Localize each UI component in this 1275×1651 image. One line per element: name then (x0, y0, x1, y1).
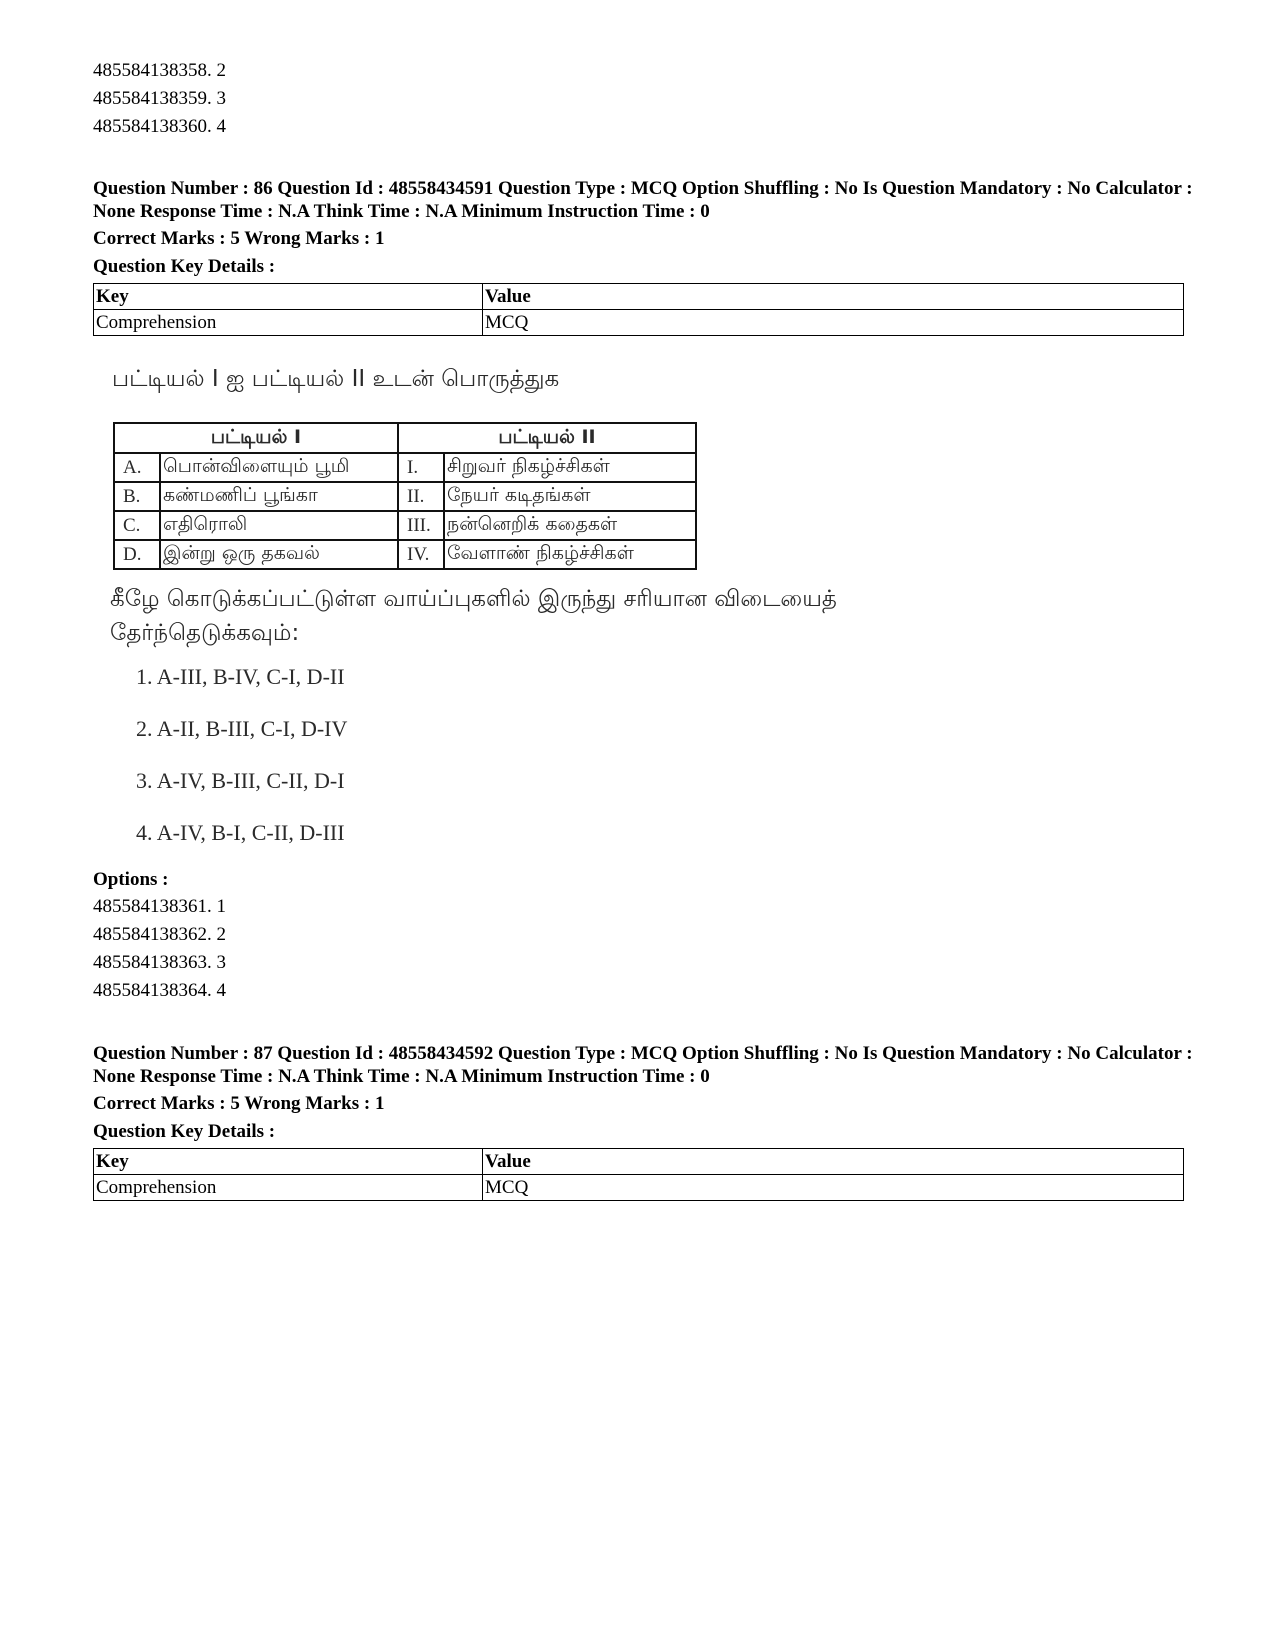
option-line: 485584138362. 2 (93, 924, 226, 945)
value-cell: MCQ (483, 310, 1184, 336)
row-label: C. (114, 511, 160, 540)
value-column-header: Value (483, 1149, 1184, 1175)
list-1-item: எதிரொலி (160, 511, 398, 540)
answer-choice: 2. A-II, B-III, C-I, D-IV (136, 716, 348, 741)
options-label: Options : (93, 869, 169, 890)
key-details-label: Question Key Details : (93, 256, 276, 277)
list-1-heading: பட்டியல் I (114, 423, 398, 453)
key-column-header: Key (94, 284, 483, 310)
list-2-item: சிறுவர் நிகழ்ச்சிகள் (444, 453, 696, 482)
row-label: IV. (398, 540, 444, 569)
key-details-table (93, 1148, 1184, 1201)
row-label: B. (114, 482, 160, 511)
option-line: 485584138358. 2 (93, 60, 226, 81)
answer-choice: 4. A-IV, B-I, C-II, D-III (136, 820, 345, 845)
row-label: III. (398, 511, 444, 540)
question-header: Question Number : 87 Question Id : 48558434592 Question Type : MCQ Option Shuffling : No Is Question Mandatory : No Calculator : None Response Time : N.A Think Time : N.A Minimum Instruction Time : 0 (93, 1043, 1193, 1087)
list-2-heading: பட்டியல் II (398, 423, 696, 453)
option-line: 485584138364. 4 (93, 980, 226, 1001)
key-details-label: Question Key Details : (93, 1121, 276, 1142)
value-cell: MCQ (483, 1175, 1184, 1201)
row-label: I. (398, 453, 444, 482)
list-1-item: இன்று ஒரு தகவல் (160, 540, 398, 569)
key-cell: Comprehension (94, 310, 483, 336)
marks-line: Correct Marks : 5 Wrong Marks : 1 (93, 228, 385, 249)
answer-choice: 1. A-III, B-IV, C-I, D-II (136, 664, 345, 689)
key-details-table (93, 283, 1184, 336)
question-prompt: கீழே கொடுக்கப்பட்டுள்ள வாய்ப்புகளில் இருந்து சரியான விடையைத் தேர்ந்தெடுக்கவும்: (110, 586, 837, 646)
marks-line: Correct Marks : 5 Wrong Marks : 1 (93, 1093, 385, 1114)
option-line: 485584138361. 1 (93, 896, 226, 917)
row-label: II. (398, 482, 444, 511)
row-label: D. (114, 540, 160, 569)
list-2-item: நன்னெறிக் கதைகள் (444, 511, 696, 540)
question-instruction: பட்டியல் I ஐ பட்டியல் II உடன் பொருத்துக (112, 366, 560, 392)
list-2-item: வேளாண் நிகழ்ச்சிகள் (444, 540, 696, 569)
list-2-item: நேயர் கடிதங்கள் (444, 482, 696, 511)
row-label: A. (114, 453, 160, 482)
option-line: 485584138360. 4 (93, 116, 226, 137)
key-cell: Comprehension (94, 1175, 483, 1201)
option-line: 485584138359. 3 (93, 88, 226, 109)
value-column-header: Value (483, 284, 1184, 310)
answer-choice: 3. A-IV, B-III, C-II, D-I (136, 768, 345, 793)
list-1-item: கண்மணிப் பூங்கா (160, 482, 398, 511)
key-column-header: Key (94, 1149, 483, 1175)
match-table (113, 422, 697, 570)
question-header: Question Number : 86 Question Id : 48558434591 Question Type : MCQ Option Shuffling : No Is Question Mandatory : No Calculator : None Response Time : N.A Think Time : N.A Minimum Instruction Time : 0 (93, 178, 1193, 222)
option-line: 485584138363. 3 (93, 952, 226, 973)
list-1-item: பொன்விளையும் பூமி (160, 453, 398, 482)
